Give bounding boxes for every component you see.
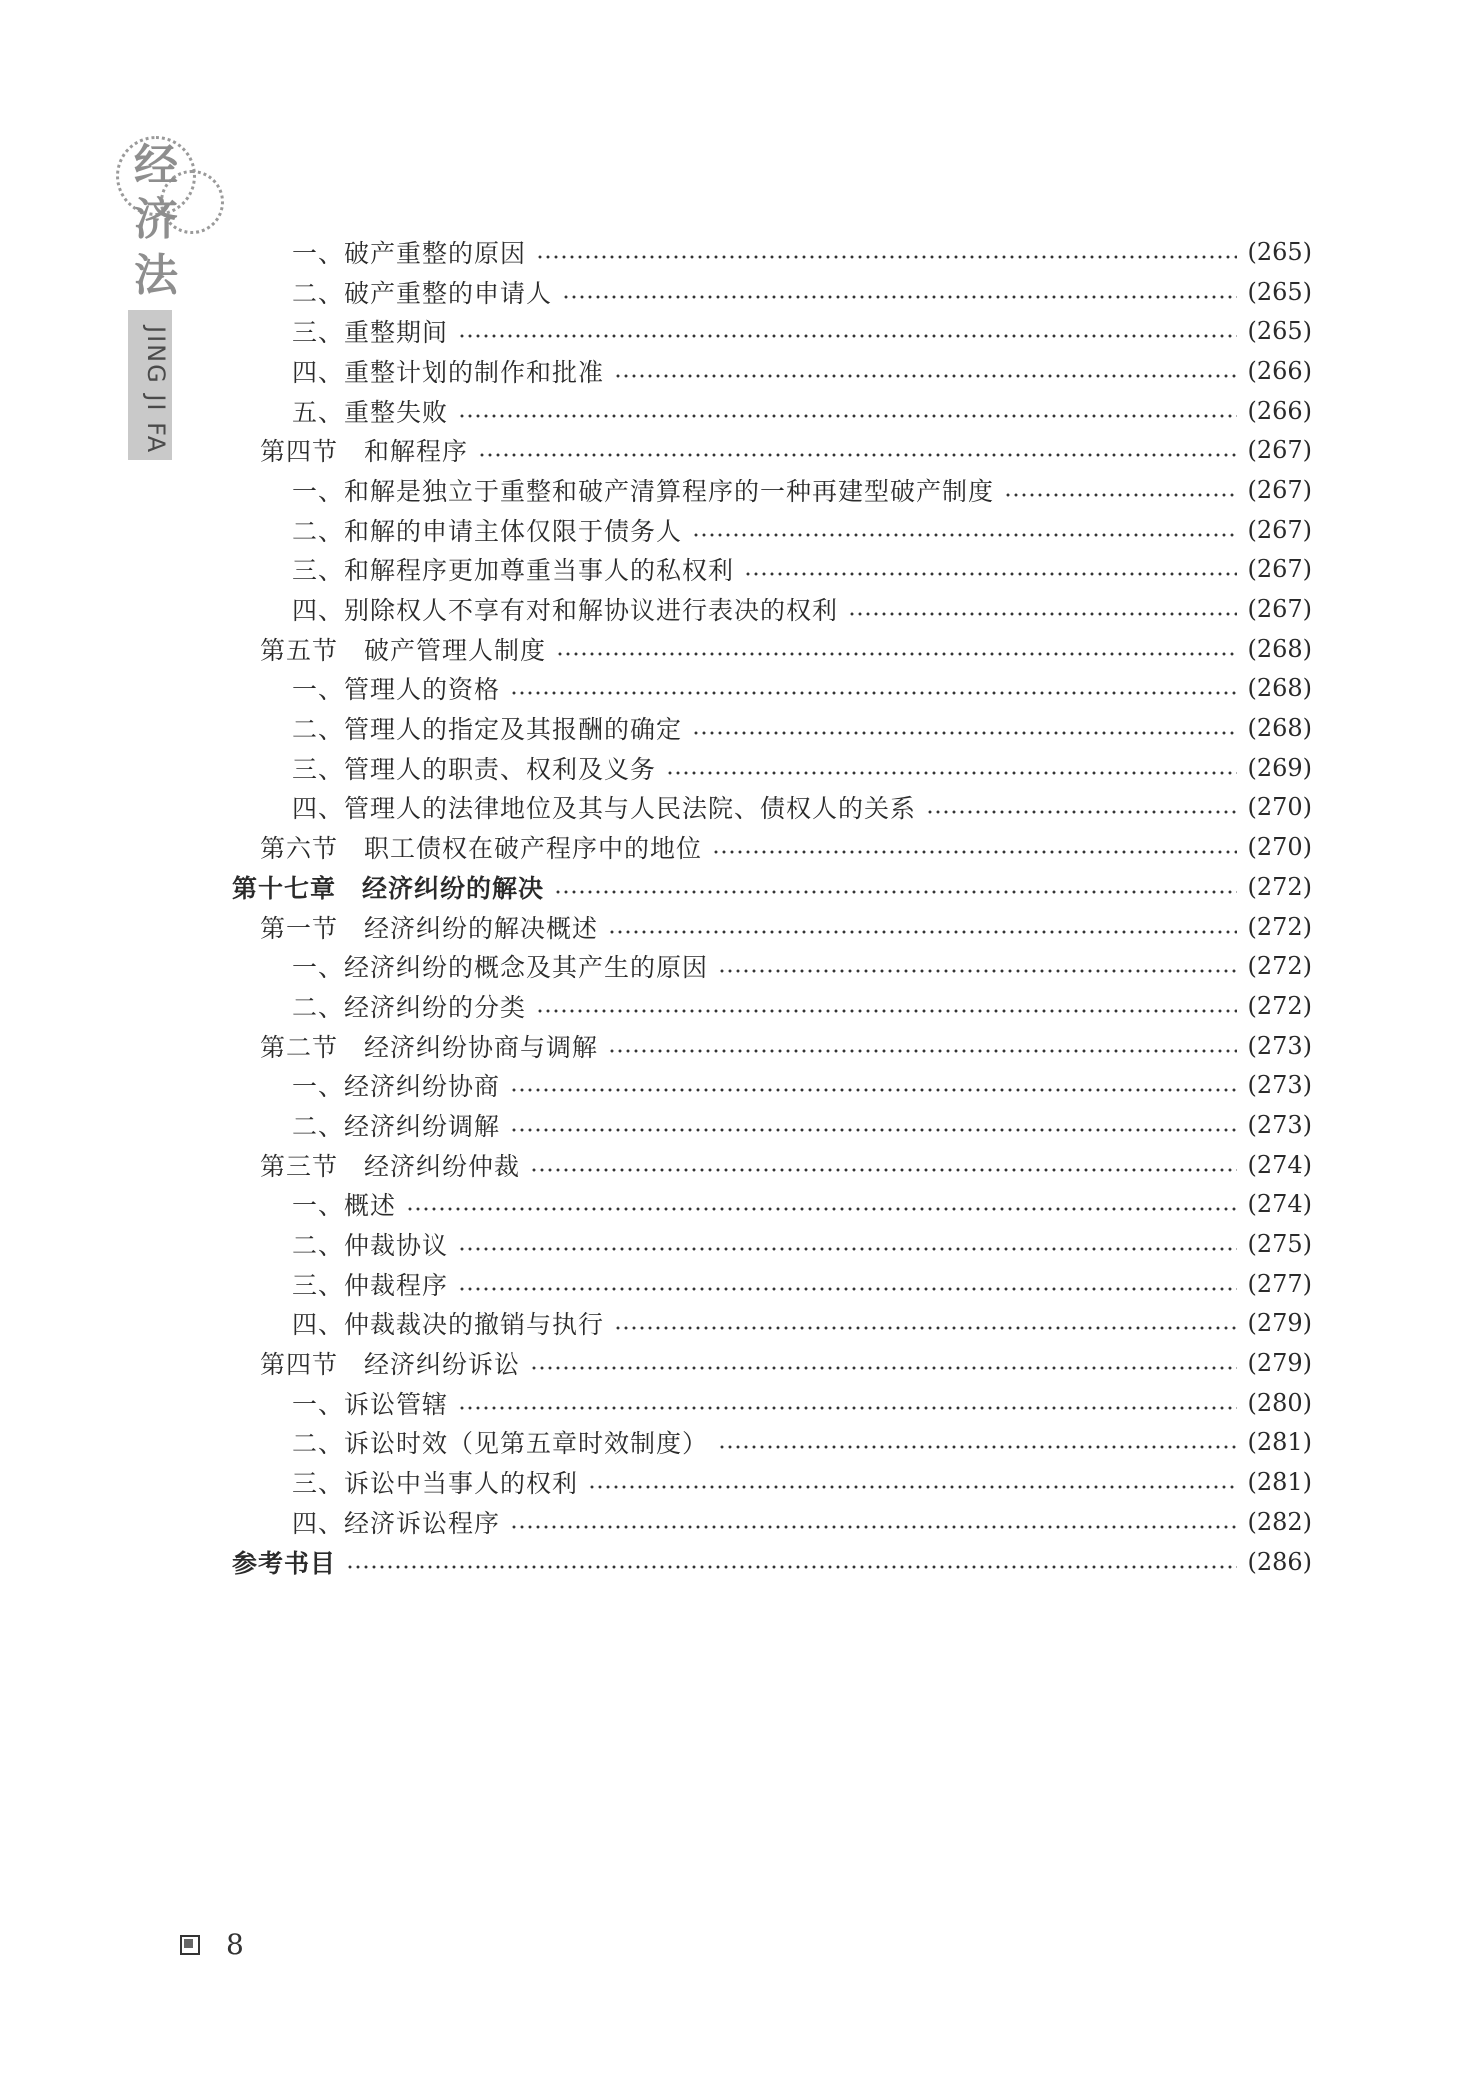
toc-entry-title: 四、仲裁裁决的撤销与执行 bbox=[292, 1310, 605, 1340]
toc-entry[interactable] bbox=[232, 1105, 1312, 1145]
toc-entry-title: 四、别除权人不享有对和解协议进行表决的权利 bbox=[292, 596, 839, 626]
toc-entry[interactable] bbox=[232, 986, 1312, 1026]
dot-leader bbox=[536, 255, 1237, 259]
toc-entry-title: 二、诉讼时效（见第五章时效制度） bbox=[292, 1429, 709, 1459]
toc-entry-page: (267) bbox=[1247, 595, 1312, 624]
toc-entry-page: (267) bbox=[1247, 555, 1312, 584]
toc-entry-page: (277) bbox=[1247, 1269, 1312, 1298]
toc-entry[interactable] bbox=[232, 748, 1312, 788]
toc-entry-title: 第三节 经济纠纷仲裁 bbox=[260, 1151, 521, 1181]
toc-entry-page: (281) bbox=[1247, 1468, 1312, 1497]
dot-leader bbox=[406, 1207, 1237, 1211]
toc-entry-page: (267) bbox=[1247, 515, 1312, 544]
page-footer bbox=[180, 1928, 244, 1961]
dot-leader bbox=[614, 374, 1237, 378]
toc-entry[interactable] bbox=[232, 1065, 1312, 1105]
dot-leader bbox=[718, 969, 1237, 973]
toc-entry-page: (279) bbox=[1247, 1309, 1312, 1338]
dot-leader bbox=[536, 1009, 1237, 1013]
dot-leader bbox=[458, 1406, 1237, 1410]
toc-entry-title: 第五节 破产管理人制度 bbox=[260, 635, 547, 665]
toc-entry-page: (268) bbox=[1247, 674, 1312, 703]
toc-entry-title: 二、和解的申请主体仅限于债务人 bbox=[292, 516, 683, 546]
toc-entry-title: 第十七章 经济纠纷的解决 bbox=[232, 873, 545, 903]
toc-entry-page: (270) bbox=[1247, 833, 1312, 862]
dot-leader bbox=[848, 612, 1237, 616]
toc-entry[interactable] bbox=[232, 1343, 1312, 1383]
toc-entry-title: 五、重整失败 bbox=[292, 397, 449, 427]
toc-entry-title: 第六节 职工债权在破产程序中的地位 bbox=[260, 834, 703, 864]
toc-entry-title: 第二节 经济纠纷协商与调解 bbox=[260, 1032, 599, 1062]
toc-entry[interactable] bbox=[232, 351, 1312, 391]
toc-entry-page: (265) bbox=[1247, 237, 1312, 266]
dot-leader bbox=[614, 1326, 1237, 1330]
toc-entry-title: 一、管理人的资格 bbox=[292, 675, 501, 705]
toc-entry-title: 一、和解是独立于重整和破产清算程序的一种再建型破产制度 bbox=[292, 476, 995, 506]
toc-entry-title: 四、重整计划的制作和批准 bbox=[292, 357, 605, 387]
dot-leader bbox=[1004, 493, 1237, 497]
toc-entry[interactable] bbox=[232, 232, 1312, 272]
dot-leader bbox=[458, 1287, 1237, 1291]
dot-leader bbox=[926, 810, 1237, 814]
toc-entry[interactable] bbox=[232, 430, 1312, 470]
toc-entry-title: 三、管理人的职责、权利及义务 bbox=[292, 754, 657, 784]
dot-leader bbox=[510, 691, 1237, 695]
toc-entry-page: (286) bbox=[1247, 1547, 1312, 1576]
toc-entry[interactable] bbox=[232, 470, 1312, 510]
toc-entry[interactable] bbox=[232, 1224, 1312, 1264]
toc-entry-title: 一、破产重整的原因 bbox=[292, 238, 527, 268]
toc-entry-page: (266) bbox=[1247, 396, 1312, 425]
toc-entry-page: (282) bbox=[1247, 1507, 1312, 1536]
dot-leader bbox=[346, 1565, 1237, 1569]
toc-entry-title: 三、仲裁程序 bbox=[292, 1270, 449, 1300]
toc-entry[interactable] bbox=[232, 391, 1312, 431]
toc-entry-title: 二、经济纠纷调解 bbox=[292, 1111, 501, 1141]
toc-entry-title: 第四节 和解程序 bbox=[260, 437, 469, 467]
toc-entry-title: 四、管理人的法律地位及其与人民法院、债权人的关系 bbox=[292, 794, 917, 824]
toc-entry-page: (279) bbox=[1247, 1349, 1312, 1378]
toc-entry[interactable] bbox=[232, 550, 1312, 590]
toc-entry[interactable] bbox=[232, 510, 1312, 550]
toc-entry-title: 一、经济纠纷的概念及其产生的原因 bbox=[292, 953, 709, 983]
book-brand-mark bbox=[108, 132, 208, 462]
toc-entry[interactable] bbox=[232, 1185, 1312, 1225]
toc-entry[interactable] bbox=[232, 629, 1312, 669]
toc-entry-page: (265) bbox=[1247, 317, 1312, 346]
toc-entry[interactable] bbox=[232, 1383, 1312, 1423]
toc-entry-page: (269) bbox=[1247, 753, 1312, 782]
brand-pinyin-bar bbox=[128, 310, 172, 460]
toc-entry-page: (266) bbox=[1247, 356, 1312, 385]
toc-entry[interactable] bbox=[232, 1145, 1312, 1185]
toc-entry-title: 第一节 经济纠纷的解决概述 bbox=[260, 913, 599, 943]
toc-entry-page: (268) bbox=[1247, 714, 1312, 743]
toc-entry-page: (274) bbox=[1247, 1150, 1312, 1179]
toc-entry[interactable] bbox=[232, 1502, 1312, 1542]
page-number: 8 bbox=[226, 1928, 244, 1961]
dot-leader bbox=[588, 1485, 1237, 1489]
toc-entry-page: (272) bbox=[1247, 872, 1312, 901]
toc-entry-page: (273) bbox=[1247, 1110, 1312, 1139]
dot-leader bbox=[530, 1168, 1237, 1172]
toc-entry[interactable] bbox=[232, 1462, 1312, 1502]
dot-leader bbox=[718, 1445, 1237, 1449]
toc-entry-title: 一、概述 bbox=[292, 1191, 397, 1221]
toc-entry-title: 三、重整期间 bbox=[292, 318, 449, 348]
dot-leader bbox=[458, 414, 1237, 418]
toc-entry[interactable] bbox=[232, 867, 1312, 907]
dot-leader bbox=[692, 731, 1237, 735]
toc-entry[interactable] bbox=[232, 946, 1312, 986]
toc-entry-title: 二、经济纠纷的分类 bbox=[292, 992, 527, 1022]
toc-entry-title: 参考书目 bbox=[232, 1548, 337, 1578]
toc-entry-title: 三、诉讼中当事人的权利 bbox=[292, 1469, 579, 1499]
toc-entry-page: (272) bbox=[1247, 991, 1312, 1020]
toc-entry[interactable] bbox=[232, 669, 1312, 709]
brand-pinyin: JING JI FA bbox=[142, 326, 170, 455]
toc-entry-page: (275) bbox=[1247, 1230, 1312, 1259]
toc-entry-title: 二、仲裁协议 bbox=[292, 1231, 449, 1261]
toc-entry-title: 二、破产重整的申请人 bbox=[292, 278, 553, 308]
table-of-contents bbox=[232, 232, 1312, 1581]
toc-entry[interactable] bbox=[232, 1304, 1312, 1344]
toc-entry-page: (280) bbox=[1247, 1388, 1312, 1417]
toc-entry[interactable] bbox=[232, 1423, 1312, 1463]
toc-entry-page: (273) bbox=[1247, 1031, 1312, 1060]
toc-entry-title: 一、经济纠纷协商 bbox=[292, 1072, 501, 1102]
toc-entry-page: (272) bbox=[1247, 952, 1312, 981]
dot-leader bbox=[458, 1247, 1237, 1251]
toc-entry[interactable] bbox=[232, 1264, 1312, 1304]
toc-entry[interactable] bbox=[232, 788, 1312, 828]
toc-entry-title: 二、管理人的指定及其报酬的确定 bbox=[292, 715, 683, 745]
dot-leader bbox=[692, 533, 1237, 537]
dot-leader bbox=[554, 890, 1237, 894]
dot-leader bbox=[510, 1088, 1237, 1092]
toc-entry-page: (274) bbox=[1247, 1190, 1312, 1219]
dot-leader bbox=[478, 453, 1237, 457]
toc-entry-page: (265) bbox=[1247, 277, 1312, 306]
toc-entry-title: 第四节 经济纠纷诉讼 bbox=[260, 1350, 521, 1380]
toc-entry-title: 四、经济诉讼程序 bbox=[292, 1508, 501, 1538]
dot-leader bbox=[666, 771, 1237, 775]
toc-entry-page: (281) bbox=[1247, 1428, 1312, 1457]
toc-entry[interactable] bbox=[232, 272, 1312, 312]
toc-entry[interactable] bbox=[232, 311, 1312, 351]
toc-entry-page: (272) bbox=[1247, 912, 1312, 941]
toc-entry[interactable] bbox=[232, 589, 1312, 629]
dot-leader bbox=[744, 572, 1237, 576]
dot-leader bbox=[608, 930, 1237, 934]
toc-entry[interactable] bbox=[232, 708, 1312, 748]
dot-leader bbox=[556, 652, 1237, 656]
toc-entry-page: (270) bbox=[1247, 793, 1312, 822]
toc-entry[interactable] bbox=[232, 1542, 1312, 1582]
toc-entry[interactable] bbox=[232, 827, 1312, 867]
dot-leader bbox=[458, 334, 1237, 338]
brand-title-char: 经 bbox=[134, 140, 178, 191]
toc-entry-page: (267) bbox=[1247, 475, 1312, 504]
dot-leader bbox=[712, 850, 1237, 854]
dot-leader bbox=[510, 1525, 1237, 1529]
brand-title-char: 法 bbox=[134, 250, 178, 301]
dot-leader bbox=[530, 1366, 1237, 1370]
toc-entry[interactable] bbox=[232, 907, 1312, 947]
dot-leader bbox=[562, 295, 1237, 299]
toc-entry[interactable] bbox=[232, 1026, 1312, 1066]
toc-entry-title: 一、诉讼管辖 bbox=[292, 1389, 449, 1419]
toc-entry-title: 三、和解程序更加尊重当事人的私权利 bbox=[292, 556, 735, 586]
dot-leader bbox=[608, 1049, 1237, 1053]
toc-entry-page: (273) bbox=[1247, 1071, 1312, 1100]
page-marker-icon bbox=[180, 1935, 200, 1955]
brand-title-char: 济 bbox=[134, 194, 178, 245]
dot-leader bbox=[510, 1128, 1237, 1132]
toc-entry-page: (267) bbox=[1247, 436, 1312, 465]
toc-entry-page: (268) bbox=[1247, 634, 1312, 663]
